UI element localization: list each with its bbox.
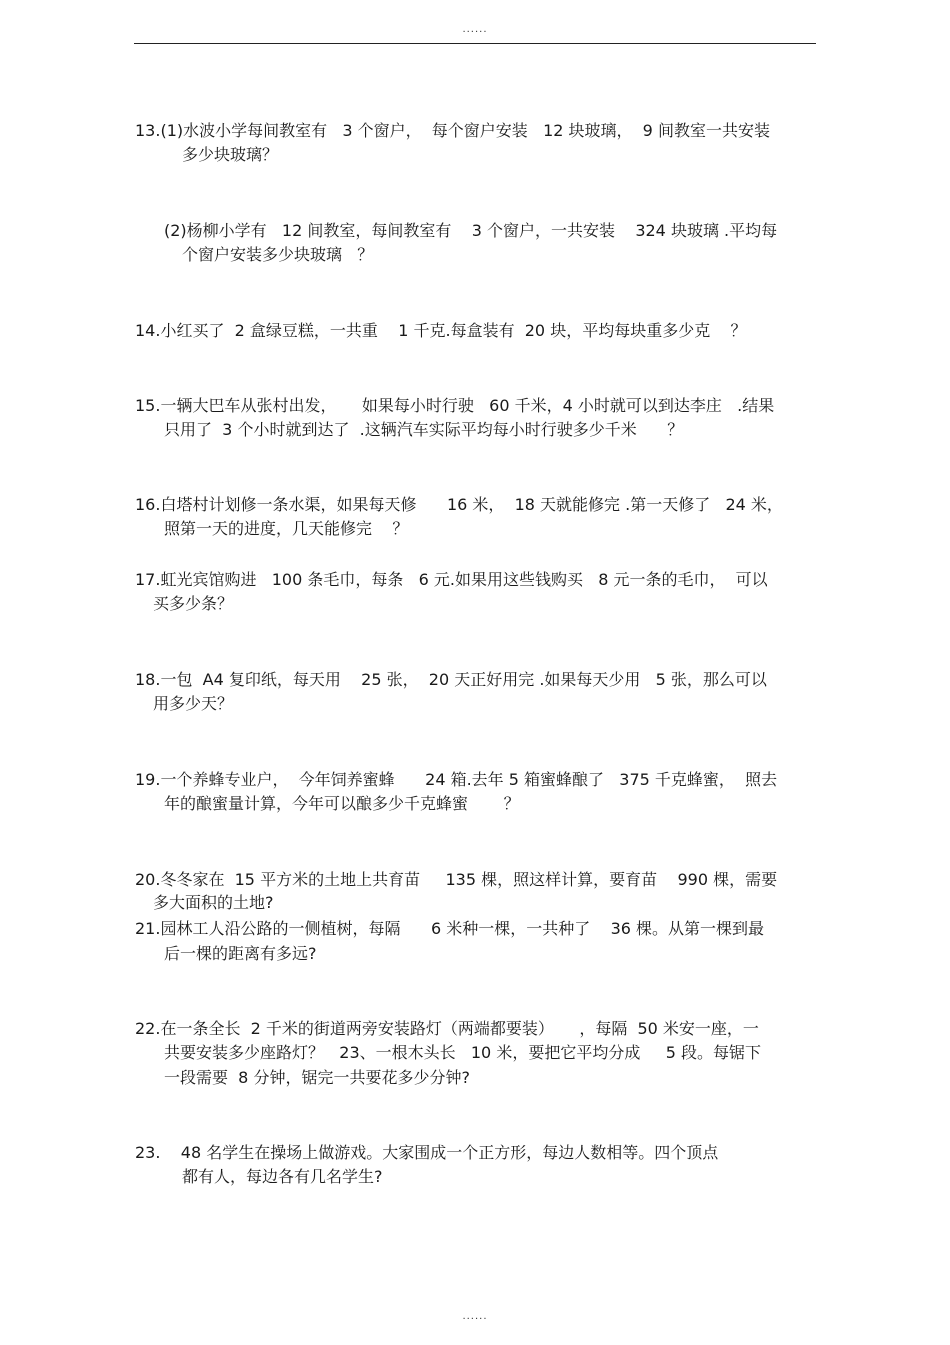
problem-20-line-2: 多大面积的土地? <box>153 893 274 912</box>
footer-dots: ...... <box>462 1311 488 1322</box>
problem-23-line-2: 都有人，每边各有几名学生? <box>182 1167 383 1186</box>
problem-13-2-line-2: 个窗户安装多少块玻璃 ？ <box>182 245 374 264</box>
problem-13-1-line-1: 13.(1)水波小学每间教室有 3 个窗户， 每个窗户安装 12 块玻璃， 9 间教室一共安装 <box>135 121 770 140</box>
problem-21-line-2: 后一棵的距离有多远? <box>164 944 317 963</box>
problem-13-1-line-2: 多少块玻璃？ <box>182 145 279 164</box>
problem-18-line-2: 用多少天？ <box>153 694 234 713</box>
problem-16-line-2: 照第一天的进度，几天能修完 ？ <box>164 519 409 538</box>
problem-17-line-1: 17.虹光宾馆购进 100 条毛巾，每条 6 元.如果用这些钱购买 8 元一条的毛巾， 可以 <box>135 570 768 589</box>
problem-20-line-1: 20.冬冬家在 15 平方米的土地上共育苗 135 棵，照这样计算，要育苗 990 棵，需要 <box>135 870 778 889</box>
problem-22-line-1: 22.在一条全长 2 千米的街道两旁安装路灯（两端都要装） ，每隔 50 米安一座，一 <box>135 1019 759 1038</box>
problem-15-line-2: 只用了 3 个小时就到达了 .这辆汽车实际平均每小时行驶多少千米 ？ <box>164 420 684 439</box>
problem-16-line-1: 16.白塔村计划修一条水渠，如果每天修 16 米， 18 天就能修完 .第一天修了 24 米， <box>135 495 783 514</box>
header-rule <box>134 43 816 44</box>
problem-18-line-1: 18.一包 A4 复印纸，每天用 25 张， 20 天正好用完 .如果每天少用 5 张，那么可以 <box>135 670 767 689</box>
header-dots: ...... <box>462 24 488 35</box>
problem-19-line-1: 19.一个养蜂专业户， 今年饲养蜜蜂 24 箱.去年 5 箱蜜蜂酿了 375 千克蜂蜜， 照去 <box>135 770 778 789</box>
problem-23-line-1: 23. 48 名学生在操场上做游戏。大家围成一个正方形，每边人数相等。四个顶点 <box>135 1143 719 1162</box>
problem-17-line-2: 买多少条？ <box>153 594 234 613</box>
problem-15-line-1: 15.一辆大巴车从张村出发， 如果每小时行驶 60 千米，4 小时就可以到达李庄 .结果 <box>135 396 775 415</box>
problem-22-line-2: 共要安装多少座路灯？ 23、一根木头长 10 米，要把它平均分成 5 段。每锯下 <box>164 1043 762 1062</box>
problem-22-line-3: 一段需要 8 分钟，锯完一共要花多少分钟? <box>164 1068 470 1087</box>
problem-19-line-2: 年的酿蜜量计算，今年可以酿多少千克蜂蜜 ？ <box>164 794 520 813</box>
problem-21-line-1: 21.园林工人沿公路的一侧植树，每隔 6 米种一棵，一共种了 36 棵。从第一棵到最 <box>135 919 765 938</box>
problem-14-line-1: 14.小红买了 2 盒绿豆糕，一共重 1 千克.每盒装有 20 块，平均每块重多少克 ？ <box>135 321 747 340</box>
problem-13-2-line-1: (2)杨柳小学有 12 间教室，每间教室有 3 个窗户，一共安装 324 块玻璃 .平均每 <box>164 221 778 240</box>
